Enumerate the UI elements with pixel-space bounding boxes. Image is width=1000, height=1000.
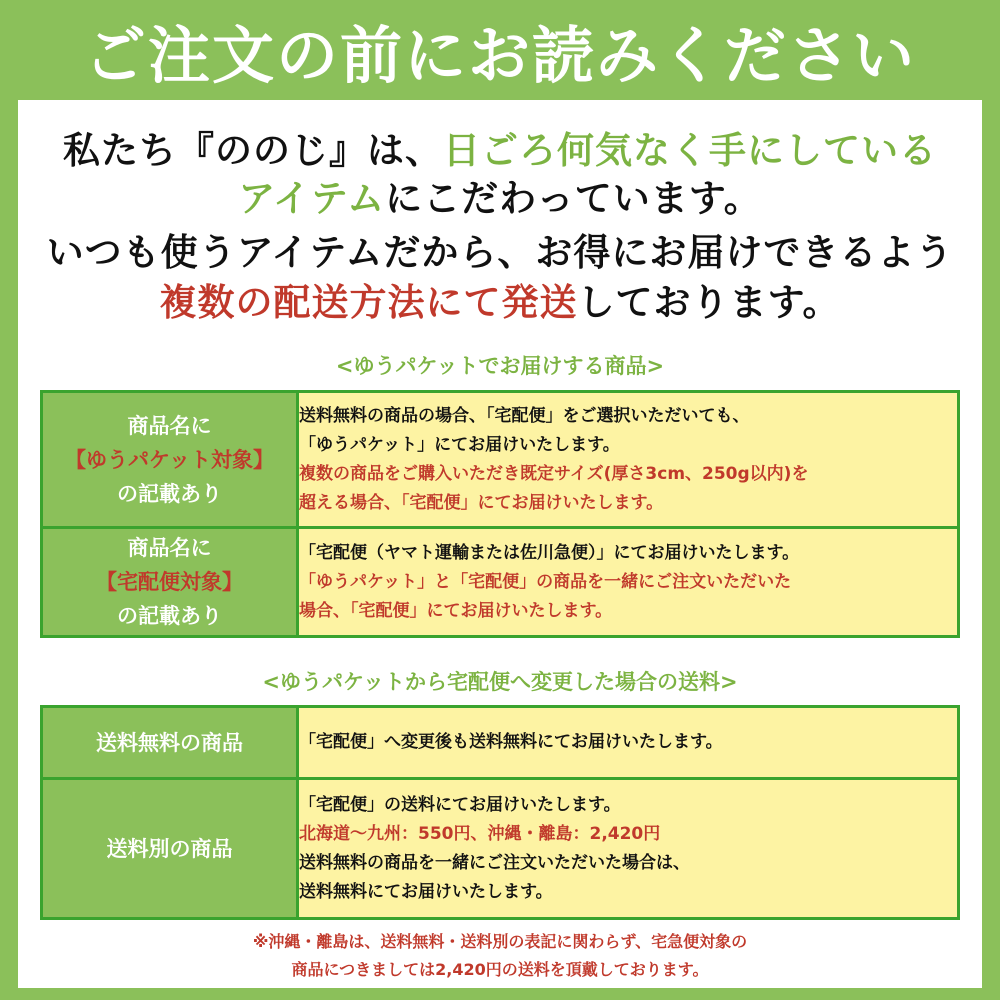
label-top: 商品名に [127, 536, 212, 560]
row-label-takuhaibin [42, 528, 298, 637]
content-line-red: 複数の商品をご購入いただき既定サイズ(厚さ3cm、250g以内)を [299, 463, 809, 484]
row-label-yu-packet [42, 392, 298, 528]
content-line-red: 「ゆうパケット」と「宅配便」の商品を一緒にご注文いただいた [299, 571, 792, 592]
content-line: 「ゆうパケット」にてお届けいたします。 [299, 434, 620, 455]
intro-line-4-red: 複数の配送方法にて発送 [159, 281, 578, 324]
intro-line-1-black: 私たち『ののじ』は、 [63, 129, 443, 172]
label-bottom: の記載あり [117, 481, 222, 506]
label-highlight: 【ゆうパケット対象】 [65, 447, 274, 472]
table-row [42, 707, 959, 779]
section-1-title: <ゆうパケットでお届けする商品> [335, 354, 665, 378]
content-line: 「宅配便（ヤマト運輸または佐川急便）」にてお届けいたします。 [299, 542, 800, 563]
content-line: 送料無料の商品を一緒にご注文いただいた場合は、 [299, 852, 690, 873]
intro-line-2-black: にこだわっています。 [385, 177, 762, 220]
intro-line-4-black: しております。 [577, 281, 841, 324]
content-line-red: 場合、「宅配便」にてお届けいたします。 [299, 600, 613, 621]
label-highlight: 【宅配便対象】 [96, 570, 243, 594]
yu-packet-table [40, 390, 960, 638]
footnote-line-1: ※沖縄・離島は、送料無料・送料別の表記に関わらず、宅急便対象の [252, 932, 748, 951]
footnote [18, 928, 982, 984]
section-2-title: <ゆうパケットから宅配便へ変更した場合の送料> [262, 670, 738, 694]
content-line: 「宅配便」へ変更後も送料無料にてお届けいたします。 [299, 732, 723, 752]
row-content-takuhaibin [298, 528, 959, 637]
footnote-line-2: 商品につきましては2,420円の送料を頂戴しております。 [291, 960, 709, 979]
intro-line-1 [18, 120, 982, 174]
content-line: 「宅配便」の送料にてお届けいたします。 [299, 794, 621, 815]
intro-line-2-green: アイテム [238, 177, 386, 220]
label-top: 商品名に [127, 413, 212, 438]
content-panel [18, 100, 982, 988]
table-row [42, 528, 959, 637]
table-row [42, 392, 959, 528]
label-bottom: の記載あり [117, 604, 222, 628]
content-line-red: 超える場合、「宅配便」にてお届けいたします。 [299, 492, 664, 513]
row-content-separate-shipping [298, 779, 959, 919]
shipping-fee-table [40, 705, 960, 920]
banner-title: ご注文の前にお読みください [83, 18, 916, 92]
row-label-separate-shipping: 送料別の商品 [42, 779, 298, 919]
intro-line-3: いつも使うアイテムだから、お得にお届けできるよう [46, 231, 954, 274]
intro-line-1-green: 日ごろ何気なく手にしている [443, 129, 937, 172]
row-label-free-shipping: 送料無料の商品 [42, 707, 298, 779]
row-content-yu-packet [298, 392, 959, 528]
row-content-free-shipping [298, 707, 959, 779]
content-line-red: 北海道〜九州：550円、沖縄・離島：2,420円 [299, 823, 661, 844]
intro-line-4 [18, 272, 982, 326]
intro-line-2 [18, 168, 982, 222]
table-row [42, 779, 959, 919]
content-line: 送料無料にてお届けいたします。 [299, 881, 553, 902]
content-line: 送料無料の商品の場合、「宅配便」をご選択いただいても、 [299, 405, 750, 426]
